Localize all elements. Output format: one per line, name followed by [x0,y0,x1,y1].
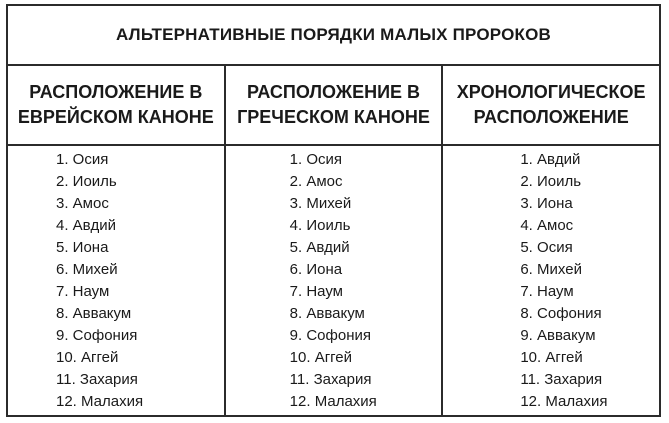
list-item: 4. Амос [520,217,574,234]
list-item: 4. Авдий [56,217,116,234]
column-chronological [441,146,659,417]
list-item: 5. Осия [520,239,573,256]
header-line: ГРЕЧЕСКОМ КАНОНЕ [237,107,430,127]
list-item: 7. Наум [56,283,110,300]
column-hebrew-canon [8,146,224,417]
column-greek-canon [224,146,442,417]
list-item: 11. Захария [520,371,603,388]
list-item: 10. Аггей [56,349,119,366]
header-line: ЕВРЕЙСКОМ КАНОНЕ [17,107,214,127]
list-item: 2. Иоиль [520,173,582,190]
list-item: 9. Софония [289,327,371,344]
prophets-table [6,4,661,417]
list-item: 3. Иона [520,195,573,212]
list-item: 11. Захария [56,371,138,388]
header-line: РАСПОЛОЖЕНИЕ [473,107,629,127]
list-item: 5. Авдий [289,239,350,256]
header-line: ХРОНОЛОГИЧЕСКОЕ [456,82,646,102]
list-item: 6. Михей [56,261,118,278]
list-item: 6. Михей [520,261,582,278]
header-line: РАСПОЛОЖЕНИЕ В [246,82,421,102]
table-title: АЛЬТЕРНАТИВНЫЕ ПОРЯДКИ МАЛЫХ ПРОРОКОВ [8,6,659,66]
table-header-row [8,66,659,146]
list-item: 8. Аввакум [56,305,132,322]
list-item: 2. Иоиль [56,173,117,190]
list-item: 6. Иона [289,261,343,278]
list-item: 1. Осия [289,151,343,168]
list-item: 5. Иона [56,239,109,256]
list-item: 8. Аввакум [289,305,365,322]
list-item: 10. Аггей [289,349,353,366]
header-line: РАСПОЛОЖЕНИЕ В [29,82,203,102]
list-item: 1. Авдий [520,151,581,168]
list-item: 2. Амос [289,173,343,190]
list-item: 3. Амос [56,195,109,212]
list-item: 12. Малахия [56,393,144,410]
prophet-list [56,149,143,413]
prophet-list [290,149,377,413]
list-item: 3. Михей [289,195,352,212]
list-item: 1. Осия [56,151,109,168]
list-item: 10. Аггей [520,349,583,366]
prophet-list [520,149,607,413]
list-item: 12. Малахия [289,393,377,410]
list-item: 11. Захария [289,371,372,388]
list-item: 8. Софония [520,305,602,322]
list-item: 7. Наум [289,283,343,300]
list-item: 4. Иоиль [289,217,351,234]
table-body [8,146,659,417]
list-item: 9. Софония [56,327,138,344]
list-item: 7. Наум [520,283,574,300]
header-hebrew-canon [8,66,224,144]
header-chronological [441,66,659,144]
list-item: 12. Малахия [520,393,608,410]
list-item: 9. Аввакум [520,327,596,344]
header-greek-canon [224,66,442,144]
